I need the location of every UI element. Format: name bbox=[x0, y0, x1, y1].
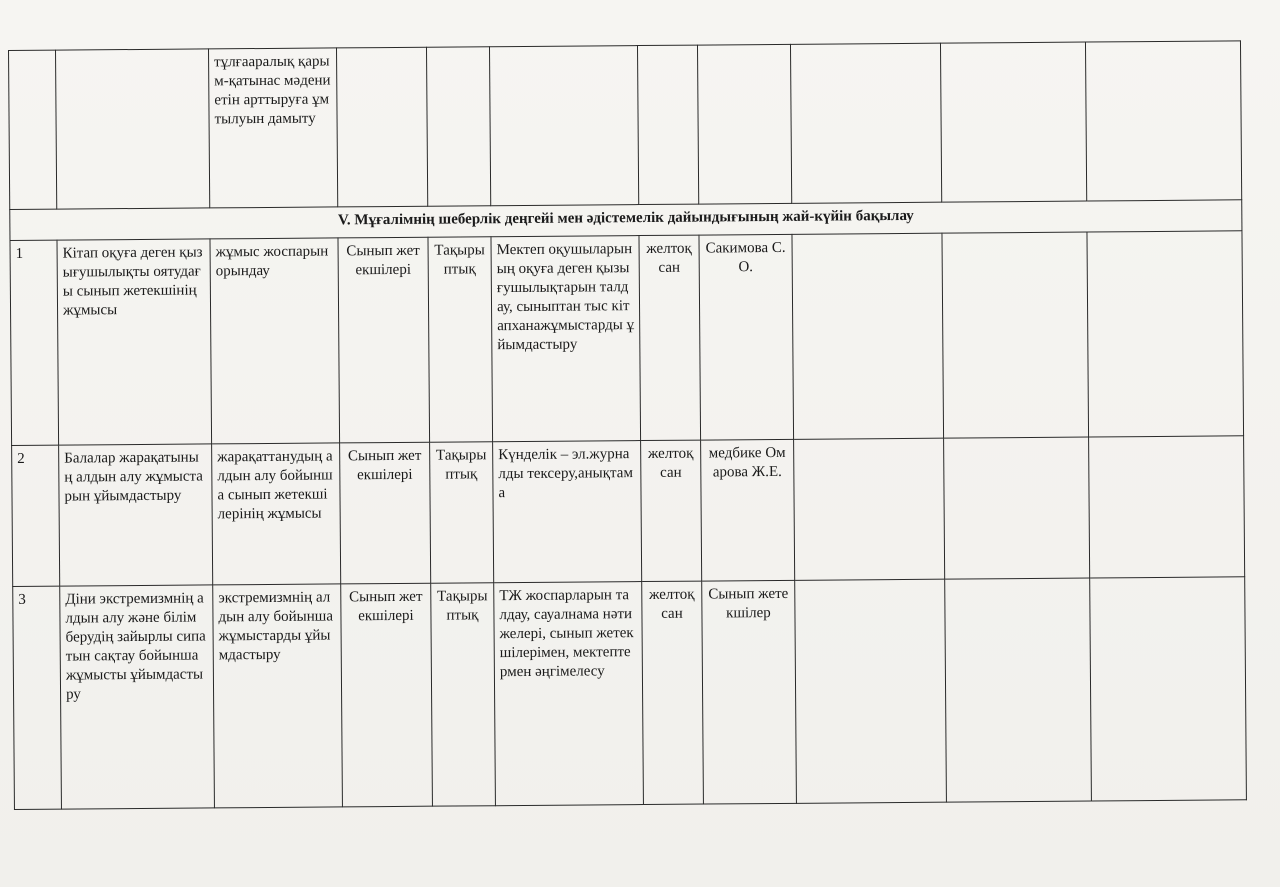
goal-cell: жарақаттанудың алдын алу бойынша сынып жетекшілерінің жұмысы bbox=[212, 443, 341, 585]
method-cell: ТЖ жоспарларын талдау, сауалнама нәтижелері, сынып жетекшілерімен, мектептермен әңгімелесу bbox=[494, 582, 644, 806]
goal-cell: тұлғааралық қарым-қатынас мәдениетін арттыруға ұмтылуын дамыту bbox=[208, 48, 337, 208]
month-cell: желтоқсан bbox=[641, 440, 702, 581]
control-plan-table bbox=[8, 40, 1247, 810]
type-cell: Тақырыптық bbox=[430, 442, 494, 583]
topic-cell: Діни экстремизмнің алдын алу және білім берудің зайырлы сипатын сақтау бойынша жұмысты ұйымдастыру bbox=[60, 585, 215, 809]
topic-cell bbox=[56, 49, 210, 209]
table-row-continued bbox=[9, 41, 1242, 210]
table-row bbox=[10, 231, 1244, 446]
responsible-cell: Сынып жетекшілер bbox=[702, 580, 797, 804]
row-number: 3 bbox=[13, 586, 62, 809]
responsible-cell: Сакимова С.О. bbox=[699, 234, 794, 440]
month-cell: желтоқсан bbox=[639, 235, 701, 440]
row-number: 1 bbox=[10, 240, 59, 445]
goal-cell: экстремизмнің алдын алу бойынша жұмыстарды ұйымдастыру bbox=[213, 584, 343, 808]
table-row bbox=[12, 436, 1245, 587]
section-title: V. Мұғалімнің шеберлік деңгейі мен әдістемелік дайындығының жай-күйін бақылау bbox=[10, 200, 1242, 241]
goal-cell: жұмыс жоспарын орындау bbox=[210, 238, 340, 444]
object-cell: Сынып жетекшілері bbox=[341, 583, 433, 807]
month-cell: желтоқсан bbox=[642, 581, 704, 804]
topic-cell: Балалар жарақатының алдын алу жұмыстарын ұйымдастыру bbox=[59, 444, 213, 586]
type-cell: Тақырыптық bbox=[431, 583, 496, 806]
row-number: 2 bbox=[12, 445, 60, 586]
method-cell: Күнделік – эл.журналды тексеру,анықтама bbox=[493, 441, 642, 583]
object-cell: Сынып жетекшілері bbox=[338, 237, 430, 443]
responsible-cell: медбике Омарова Ж.Е. bbox=[701, 439, 795, 581]
type-cell: Тақырыптық bbox=[428, 237, 493, 442]
object-cell: Сынып жетекшілері bbox=[340, 442, 431, 584]
table-row bbox=[13, 577, 1247, 810]
num-cell bbox=[9, 50, 57, 209]
method-cell: Мектеп оқушыларының оқуға деген қызығушылықтарын талдау, сыныптан тыс кітапханажұмыстарды ұйымдастыру bbox=[491, 236, 641, 442]
topic-cell: Кітап оқуға деген қызығушылықты оятудағы сынып жетекшінің жұмысы bbox=[57, 239, 212, 445]
